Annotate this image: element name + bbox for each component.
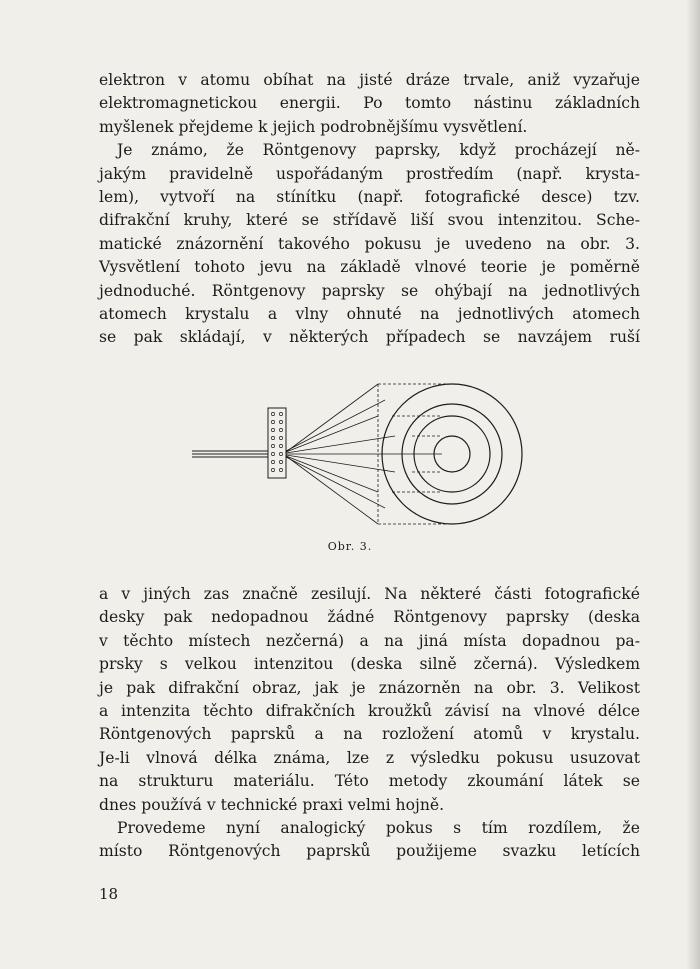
page-edge-shadow [686,0,700,969]
text-line: v těchto místech nezčerná) a na jiná místa dopadnou pa- [99,631,640,650]
text-block-top [99,69,640,350]
diffraction-diagram [180,372,540,538]
text-line: jakým pravidelně uspořádaným prostředím (např. krysta- [99,164,640,183]
text-line: elektron v atomu obíhat na jisté dráze trvale, aniž vyzařuje [99,71,640,89]
text-line: Je-li vlnová délka známa, lze z výsledku pokusu usuzovat [99,748,640,767]
text-line: Röntgenových paprsků a na rozložení atomů v krystalu. [99,725,640,744]
text-line: Provedeme nyní analogický pokus s tím rozdílem, že [117,819,640,838]
text-line: desky pak nedopadnou žádné Röntgenovy paprsky (deska [99,608,640,627]
text-line: a intenzita těchto difrakčních kroužků závisí na vlnové délce [99,702,640,721]
text-line: difrakční kruhy, které se střídavě liší svou intenzitou. Sche- [99,211,640,230]
text-line: atomech krystalu a vlny ohnuté na jednotlivých atomech [99,305,640,324]
text-block-bottom [99,583,640,864]
xray-beam [192,451,268,457]
diffracted-rays [286,384,442,524]
text-line: je pak difrakční obraz, jak je znázorněn na obr. 3. Velikost [99,678,640,697]
text-line: se pak skládají, v některých případech se navzájem ruší [99,328,640,347]
text-line: elektromagnetickou energii. Po tomto nástinu základních [99,94,640,113]
text-line: myšlenek přejdeme k jejich podrobnějšímu vysvětlení. [99,117,528,136]
text-line: dnes používá v technické praxi velmi hojně. [99,795,445,814]
crystal-plate [268,408,286,478]
page-number: 18 [99,885,119,903]
figure-caption: Obr. 3. [327,540,373,553]
text-line: a v jiných zas značně zesilují. Na některé části fotografické [99,585,640,603]
text-line: matické znázornění takového pokusu je uvedeno na obr. 3. [99,234,640,253]
text-line: Je známo, že Röntgenovy paprsky, když procházejí ně- [117,141,640,160]
text-line: místo Röntgenových paprsků použijeme svazku letících [99,842,640,861]
text-line: lem), vytvoří na stínítku (např. fotografické desce) tzv. [99,188,640,207]
text-line: prsky s velkou intenzitou (deska silně zčerná). Výsledkem [99,655,640,674]
text-line: jednoduché. Röntgenovy paprsky se ohýbají na jednotlivých [99,281,640,300]
text-line: Vysvětlení tohoto jevu na základě vlnové teorie je poměrně [99,258,640,277]
text-line: na strukturu materiálu. Této metody zkoumání látek se [99,772,640,791]
